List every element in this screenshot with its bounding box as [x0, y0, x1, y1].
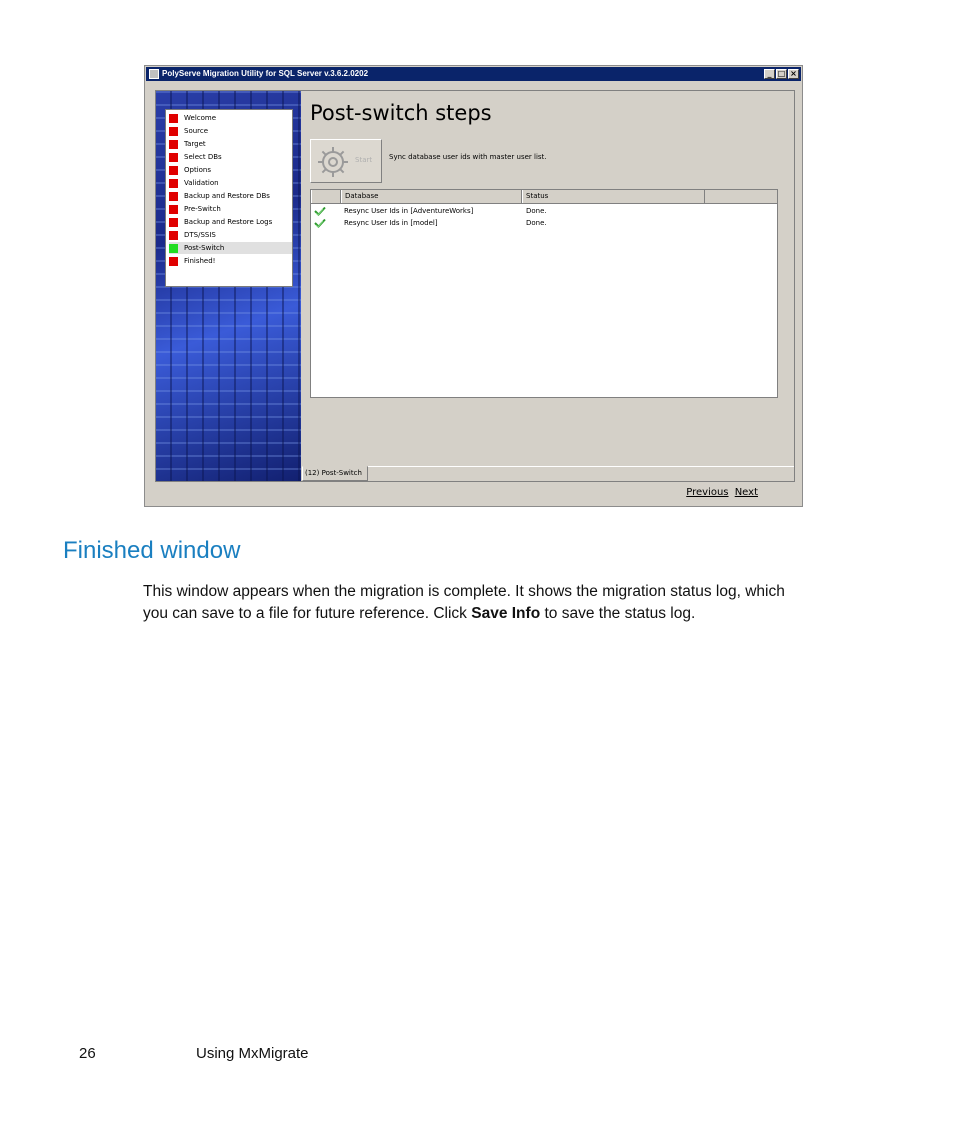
tab-bar: [302, 466, 794, 482]
step-label: Options: [184, 166, 212, 174]
close-button[interactable]: ×: [788, 69, 799, 79]
step-status-marker: [169, 153, 178, 162]
column-header-status[interactable]: Status: [522, 190, 705, 203]
step-label: Backup and Restore DBs: [184, 192, 270, 200]
step-item: [169, 138, 292, 150]
column-header-database[interactable]: Database: [341, 190, 522, 203]
step-label: DTS/SSIS: [184, 231, 216, 239]
step-item: [169, 203, 292, 215]
step-status-marker: [169, 192, 178, 201]
save-info-term: Save Info: [471, 604, 541, 622]
para-text-2: to save the status log.: [540, 604, 696, 622]
wizard-client: [155, 90, 795, 482]
page-number: 26: [79, 1045, 96, 1062]
app-icon: [149, 69, 159, 79]
window-title: PolyServe Migration Utility for SQL Server v.3.6.2.0202: [162, 69, 369, 78]
gear-icon: [315, 144, 351, 180]
step-item: [169, 190, 292, 202]
step-item: [169, 216, 292, 228]
app-window: [144, 65, 803, 507]
sidebar-banner: [156, 91, 301, 481]
step-label: Select DBs: [184, 153, 222, 161]
step-label: Target: [184, 140, 206, 148]
step-description: Sync database user ids with master user list.: [389, 153, 547, 161]
step-status-marker: [169, 166, 178, 175]
step-status-marker: [169, 127, 178, 136]
section-heading: Finished window: [63, 537, 241, 564]
step-item: [169, 255, 292, 267]
steps-list: [165, 109, 293, 287]
step-label: Post-Switch: [184, 244, 225, 252]
step-status-marker: [169, 244, 178, 253]
step-item: [169, 112, 292, 124]
step-item: [169, 164, 292, 176]
table-row[interactable]: [311, 205, 777, 217]
step-status-marker: [169, 140, 178, 149]
body-paragraph: [143, 581, 803, 624]
minimize-button[interactable]: _: [764, 69, 775, 79]
results-grid: [310, 189, 778, 398]
step-status-marker: [169, 218, 178, 227]
step-item: [169, 242, 292, 254]
grid-header: [311, 190, 777, 204]
checkmark-icon: [314, 218, 326, 228]
step-status-marker: [169, 257, 178, 266]
cell-database: Resync User Ids in [AdventureWorks]: [344, 207, 474, 215]
footer-section: Using MxMigrate: [196, 1045, 309, 1062]
tab-post-switch[interactable]: (12) Post-Switch: [302, 466, 368, 481]
step-label: Source: [184, 127, 209, 135]
title-bar: [146, 67, 801, 81]
step-status-marker: [169, 205, 178, 214]
step-item: [169, 125, 292, 137]
para-text-1: This window appears when the migration is complete. It shows the migration status log, which you can save to a file for future reference. Click: [143, 583, 785, 622]
step-label: Validation: [184, 179, 219, 187]
step-status-marker: [169, 231, 178, 240]
previous-link[interactable]: Previous: [686, 487, 729, 498]
step-status-marker: [169, 179, 178, 188]
step-item: [169, 151, 292, 163]
start-button[interactable]: [310, 139, 382, 183]
table-row[interactable]: [311, 217, 777, 229]
window-controls: [764, 69, 799, 79]
page-title: Post-switch steps: [310, 101, 492, 125]
checkmark-icon: [314, 206, 326, 216]
step-status-marker: [169, 114, 178, 123]
cell-status: Done.: [526, 207, 547, 215]
step-item: [169, 229, 292, 241]
step-label: Backup and Restore Logs: [184, 218, 273, 226]
next-link[interactable]: Next: [734, 487, 758, 498]
step-label: Pre-Switch: [184, 205, 221, 213]
start-label: Start: [355, 156, 373, 164]
main-panel: [302, 91, 794, 481]
wizard-nav: [683, 487, 758, 498]
step-label: Finished!: [184, 257, 216, 265]
cell-database: Resync User Ids in [model]: [344, 219, 438, 227]
cell-status: Done.: [526, 219, 547, 227]
column-header-icon[interactable]: [311, 190, 341, 203]
step-label: Welcome: [184, 114, 217, 122]
maximize-button[interactable]: □: [777, 69, 786, 78]
step-item: [169, 177, 292, 189]
